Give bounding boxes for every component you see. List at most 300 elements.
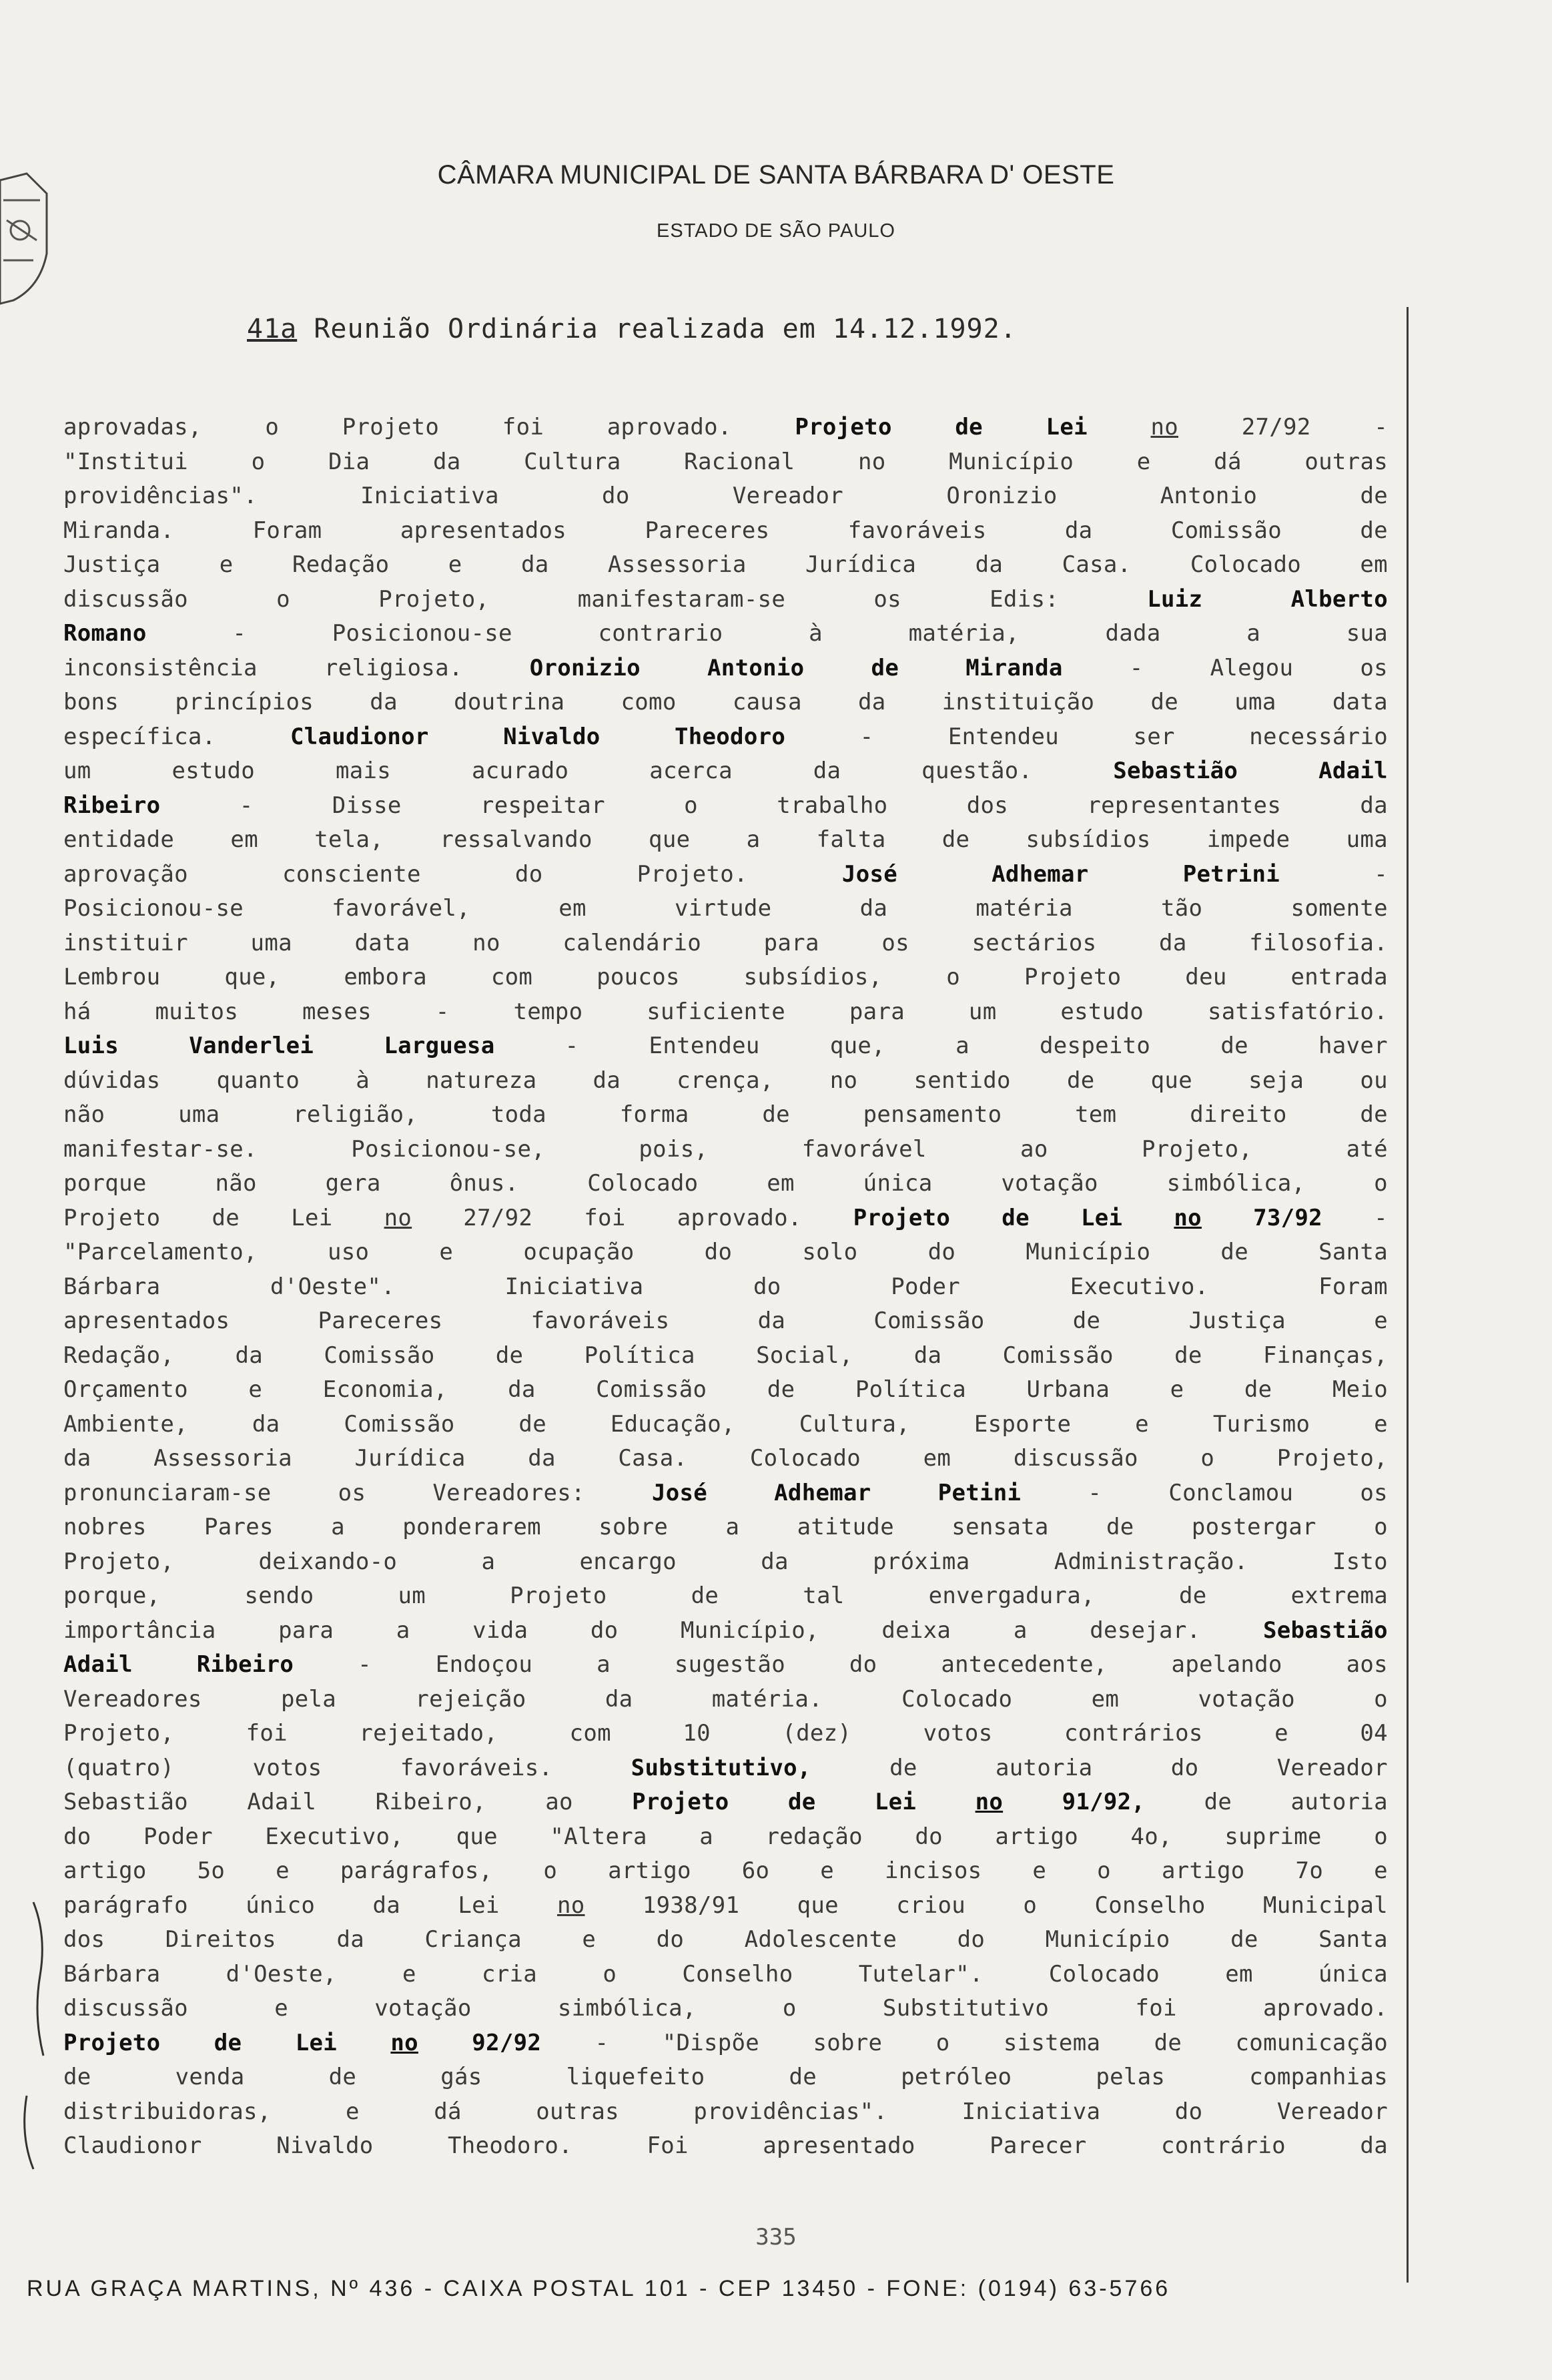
word: da — [857, 689, 886, 715]
word: foi — [502, 414, 544, 440]
word: da — [593, 1067, 621, 1094]
word: no — [390, 2029, 418, 2056]
word: a — [955, 1032, 969, 1059]
word: apresentados — [63, 1307, 230, 1334]
word: criou — [896, 1891, 966, 1919]
word: da — [605, 1685, 633, 1713]
word: da — [813, 758, 841, 784]
margin-rule — [1407, 307, 1409, 2283]
word: causa — [732, 689, 802, 715]
word: tal — [803, 1582, 845, 1609]
address-footer: RUA GRAÇA MARTINS, Nº 436 - CAIXA POSTAL 101 - CEP 13450 - FONE: (0194) 63-5766 — [27, 2276, 1171, 2301]
word: princípios — [175, 689, 314, 715]
word: 92/92 — [472, 2029, 542, 2056]
word: aprovadas, — [63, 414, 202, 440]
text-line — [63, 930, 1388, 964]
word: bons — [63, 689, 119, 715]
word: muitos — [155, 998, 239, 1025]
word: parágrafo — [63, 1891, 188, 1919]
text-line — [63, 1445, 1388, 1480]
word: o — [251, 448, 266, 475]
word: Vereadores — [63, 1685, 202, 1713]
word: e — [1374, 1410, 1388, 1438]
text-line — [63, 2030, 1388, 2064]
word: Projeto. — [637, 860, 748, 888]
word: de — [1106, 1514, 1134, 1540]
word: trabalho — [777, 792, 888, 819]
word: os — [1360, 1479, 1388, 1506]
text-line — [63, 1548, 1388, 1583]
word: de — [328, 2064, 357, 2090]
text-line — [63, 1857, 1388, 1892]
word: suficiente — [647, 998, 785, 1025]
word: companhias — [1249, 2064, 1388, 2090]
word: da — [859, 895, 888, 922]
word: uma — [250, 929, 292, 956]
word: e — [274, 1995, 288, 2022]
word: favorável, — [332, 895, 470, 922]
text-line — [63, 1239, 1388, 1273]
word: o — [1097, 1857, 1111, 1884]
word: e — [448, 551, 462, 578]
word: Cultura, — [799, 1410, 910, 1438]
word: despeito — [1040, 1032, 1151, 1059]
text-line — [63, 1067, 1388, 1102]
word: data — [354, 929, 410, 956]
word: foi — [584, 1204, 626, 1231]
text-line — [63, 826, 1388, 861]
word: aprovação — [63, 860, 188, 888]
word: Posicionou-se, — [351, 1135, 545, 1163]
word: José — [841, 860, 898, 888]
word: suprime — [1224, 1823, 1322, 1850]
word: somente — [1290, 895, 1388, 922]
text-line — [63, 1411, 1388, 1446]
word: da — [372, 1891, 400, 1919]
word: à — [809, 620, 823, 647]
word: subsídios — [1026, 826, 1151, 853]
word: no — [829, 1067, 858, 1094]
word: o — [1374, 1823, 1388, 1850]
word: e — [1374, 1307, 1388, 1334]
word: de — [1150, 689, 1179, 715]
word: apelando — [1171, 1651, 1282, 1678]
word: entrada — [1290, 964, 1388, 990]
word: Posicionou-se — [63, 895, 244, 922]
word: direito — [1190, 1101, 1287, 1128]
word: entidade — [63, 826, 175, 853]
word: Disse — [332, 792, 402, 819]
word: Projeto, — [378, 585, 490, 613]
word: Educação, — [610, 1410, 735, 1438]
word: a — [597, 1651, 611, 1678]
word: da — [235, 1342, 264, 1369]
word: extrema — [1290, 1582, 1388, 1609]
word: Theodoro — [674, 723, 786, 750]
word: Vereador — [732, 483, 844, 509]
word: de — [1178, 1582, 1207, 1609]
word: Justiça — [63, 551, 161, 578]
word: pensamento — [863, 1101, 1002, 1128]
word: que — [1150, 1067, 1192, 1094]
word: Social, — [756, 1342, 853, 1369]
word: - — [1088, 1479, 1102, 1506]
word: o — [935, 2029, 950, 2056]
word: de — [1360, 483, 1388, 509]
word: no — [1150, 414, 1179, 440]
word: não — [215, 1170, 257, 1197]
word: a — [1013, 1616, 1028, 1644]
word: - — [1129, 654, 1144, 681]
word: José — [651, 1479, 708, 1506]
word: - — [564, 1032, 579, 1059]
word: da — [508, 1376, 536, 1403]
word: de — [889, 1754, 917, 1781]
word: respeitar — [480, 792, 605, 819]
word: aos — [1346, 1651, 1388, 1678]
word: Antonio — [1160, 483, 1258, 509]
word: forma — [619, 1101, 689, 1128]
word: Projeto — [853, 1204, 951, 1231]
word: de — [1360, 517, 1388, 544]
word: Conselho — [1094, 1891, 1206, 1919]
word: do — [590, 1616, 619, 1644]
word: discussão — [63, 585, 188, 613]
text-line — [63, 1720, 1388, 1755]
word: Comissão — [324, 1342, 435, 1369]
word: acerca — [649, 758, 733, 784]
word: Entendeu — [649, 1032, 760, 1059]
word: sobre — [813, 2029, 883, 2056]
text-line — [63, 998, 1388, 1033]
word: 6o — [741, 1857, 770, 1884]
word: - — [1374, 860, 1388, 888]
word: a — [699, 1823, 714, 1850]
word: Substitutivo, — [631, 1754, 811, 1781]
text-line — [63, 1514, 1388, 1548]
text-line — [63, 586, 1388, 621]
word: deu — [1185, 964, 1227, 990]
word: pela — [281, 1685, 337, 1713]
word: o — [1374, 1685, 1388, 1713]
word: pois, — [639, 1135, 709, 1163]
word: Projeto, — [1142, 1135, 1253, 1163]
word: instituição — [941, 689, 1095, 715]
word: Alberto — [1290, 585, 1388, 613]
word: Criança — [424, 1926, 522, 1953]
word: e — [276, 1857, 290, 1884]
word: Racional — [684, 448, 795, 475]
word: atitude — [797, 1514, 894, 1540]
word: data — [1332, 689, 1388, 715]
word: Adail — [247, 1789, 317, 1815]
word: gás — [440, 2064, 482, 2090]
word: da — [520, 551, 549, 578]
word: Comissão — [596, 1376, 707, 1403]
word: - — [859, 723, 874, 750]
word: artigo — [63, 1857, 147, 1884]
word: Poder — [143, 1823, 213, 1850]
text-line — [63, 449, 1388, 483]
text-line — [63, 861, 1388, 896]
word: votos — [923, 1720, 993, 1747]
word: distribuidoras, — [63, 2098, 272, 2125]
word: Lei — [1080, 1204, 1123, 1231]
text-line — [63, 1032, 1388, 1067]
word: no — [384, 1204, 412, 1231]
word: de — [1072, 1307, 1101, 1334]
word: de — [1244, 1376, 1272, 1403]
text-line — [63, 689, 1388, 723]
word: da — [336, 1926, 364, 1953]
word: Iniciativa — [961, 2098, 1101, 2125]
word: votação — [1198, 1685, 1295, 1713]
word: com — [490, 964, 533, 990]
text-line — [63, 792, 1388, 827]
word: dúvidas — [63, 1067, 161, 1094]
word: - — [1374, 414, 1388, 440]
word: sensata — [951, 1514, 1049, 1540]
word: dos — [63, 1926, 105, 1953]
text-line — [63, 723, 1388, 758]
word: único — [246, 1891, 316, 1919]
word: a — [725, 1514, 740, 1540]
word: Colocado — [901, 1685, 1013, 1713]
word: de — [1002, 1204, 1030, 1231]
word: envergadura, — [928, 1582, 1095, 1609]
word: de — [767, 1376, 795, 1403]
word: do — [753, 1273, 781, 1300]
word: um — [63, 758, 91, 784]
word: Bárbara — [63, 1960, 161, 1988]
word: Jurídica — [354, 1445, 466, 1472]
word: Dia — [328, 448, 370, 475]
word: postergar — [1191, 1514, 1316, 1540]
word: da — [370, 689, 398, 715]
word: sentido — [913, 1067, 1011, 1094]
word: Município — [1045, 1926, 1170, 1953]
word: representantes — [1087, 792, 1282, 819]
word: para — [849, 998, 905, 1025]
word: Economia, — [322, 1376, 448, 1403]
word: contrários — [1064, 1720, 1203, 1747]
word: outras — [1304, 448, 1388, 475]
word: 91/92, — [1062, 1789, 1146, 1815]
word: quanto — [216, 1067, 300, 1094]
word: Miranda. — [63, 517, 175, 544]
word: contrario — [598, 620, 723, 647]
word: impede — [1206, 826, 1290, 853]
word: Direitos — [165, 1926, 276, 1953]
word: do — [704, 1239, 733, 1265]
text-line — [63, 1480, 1388, 1514]
word: de — [495, 1342, 524, 1369]
word: até — [1346, 1135, 1388, 1163]
word: como — [621, 689, 677, 715]
word: Projeto, — [63, 1548, 175, 1575]
word: Vanderlei — [189, 1032, 314, 1059]
word: doutrina — [454, 689, 565, 715]
word: Cultura — [524, 448, 621, 475]
word: Poder — [891, 1273, 961, 1300]
text-line — [63, 551, 1388, 586]
text-line — [63, 2098, 1388, 2133]
word: Oronizio — [946, 483, 1058, 509]
word: Vereador — [1276, 2098, 1388, 2125]
word: Comissão — [873, 1307, 985, 1334]
word: dá — [1214, 448, 1242, 475]
word: Colocado — [1190, 551, 1301, 578]
word: crença, — [677, 1067, 774, 1094]
word: Lei — [295, 2029, 337, 2056]
word: a — [396, 1616, 410, 1644]
word: d'Oeste, — [226, 1960, 337, 1988]
word: o — [782, 1995, 797, 2022]
word: favoráveis — [530, 1307, 670, 1334]
word: a — [331, 1514, 345, 1540]
word: - — [358, 1651, 372, 1678]
text-line — [63, 758, 1388, 792]
word: Política — [855, 1376, 966, 1403]
word: pronunciaram-se — [63, 1479, 272, 1506]
word: de — [941, 826, 970, 853]
word: Comissão — [1002, 1342, 1114, 1369]
word: Bárbara — [63, 1273, 161, 1300]
word: cria — [482, 1960, 538, 1988]
word: sendo — [244, 1582, 314, 1609]
word: Comissão — [1170, 517, 1282, 544]
word: Conclamou — [1168, 1479, 1294, 1506]
word: de — [787, 1789, 816, 1815]
word: do — [1174, 2098, 1203, 2125]
word: sugestão — [674, 1651, 785, 1678]
word: os — [338, 1479, 366, 1506]
word: no — [975, 1789, 1004, 1815]
word: poucos — [597, 964, 680, 990]
word: encargo — [579, 1548, 677, 1575]
word: Parecer — [990, 2132, 1087, 2159]
word: os — [873, 585, 901, 613]
word: rejeição — [415, 1685, 526, 1713]
word: Esporte — [974, 1410, 1072, 1438]
word: Casa. — [618, 1445, 688, 1472]
word: única — [863, 1170, 933, 1197]
word: sua — [1346, 620, 1388, 647]
word: há — [63, 998, 91, 1025]
word: próxima — [873, 1548, 970, 1575]
word: uso — [327, 1239, 370, 1265]
word: da — [1360, 2132, 1388, 2159]
word: Posicionou-se — [332, 620, 512, 647]
word: aprovado. — [607, 414, 732, 440]
word: Conselho — [682, 1960, 793, 1988]
word: Município — [1026, 1239, 1151, 1265]
word: Turismo — [1212, 1410, 1310, 1438]
word: tão — [1161, 895, 1203, 922]
word: Executivo, — [265, 1823, 404, 1850]
word: acurado — [471, 758, 569, 784]
minutes-body — [63, 414, 1388, 2167]
word: 04 — [1360, 1720, 1388, 1747]
word: da — [252, 1410, 280, 1438]
word: Sebastião — [1262, 1616, 1388, 1644]
word: apresentado — [763, 2132, 915, 2159]
meeting-ordinal: 41a — [247, 314, 298, 344]
word: outras — [536, 2098, 619, 2125]
word: Orçamento — [63, 1376, 188, 1403]
word: para — [278, 1616, 334, 1644]
word: Projeto — [1024, 964, 1122, 990]
word: inconsistência — [63, 654, 258, 681]
word: votos — [252, 1754, 322, 1781]
word: da — [63, 1445, 91, 1472]
word: Adhemar — [992, 860, 1089, 888]
word: Colocado — [587, 1170, 699, 1197]
word: não — [63, 1101, 105, 1128]
word: "Parcelamento, — [63, 1239, 258, 1265]
word: favoráveis. — [400, 1754, 553, 1781]
word: Projeto — [63, 1204, 161, 1231]
word: do — [1170, 1754, 1199, 1781]
word: Theodoro. — [448, 2132, 572, 2159]
word: Comissão — [344, 1410, 455, 1438]
word: Colocado — [749, 1445, 861, 1472]
word: nobres — [63, 1514, 147, 1540]
word: o — [946, 964, 961, 990]
word: foi — [1135, 1995, 1177, 2022]
word: de — [214, 2029, 242, 2056]
word: Entendeu — [947, 723, 1060, 750]
word: Edis: — [990, 585, 1060, 613]
word: religiosa. — [324, 654, 463, 681]
word: tela, — [314, 826, 384, 853]
word: que, — [829, 1032, 885, 1059]
text-line — [63, 1205, 1388, 1239]
text-line — [63, 1823, 1388, 1858]
word: de — [1220, 1239, 1248, 1265]
word: dá — [434, 2098, 462, 2125]
word: e — [402, 1960, 416, 1988]
word: Foram — [1318, 1273, 1388, 1300]
word: liquefeito — [566, 2064, 705, 2090]
word: do — [602, 483, 630, 509]
word: do — [514, 860, 543, 888]
text-line — [63, 1170, 1388, 1205]
word: o — [265, 414, 280, 440]
word: e — [346, 2098, 360, 2125]
word: Município, — [681, 1616, 819, 1644]
word: de — [212, 1204, 240, 1231]
word: Claudionor — [290, 723, 429, 750]
word: ser — [1133, 723, 1175, 750]
word: falta — [816, 826, 886, 853]
word: filosofia. — [1249, 929, 1388, 956]
word: Pareceres — [318, 1307, 443, 1334]
word: - — [232, 620, 247, 647]
word: comunicação — [1235, 2029, 1388, 2056]
word: "Institui — [63, 448, 188, 475]
word: os — [1360, 654, 1388, 681]
word: Urbana — [1026, 1376, 1110, 1403]
word: Colocado — [1048, 1960, 1160, 1988]
word: sobre — [599, 1514, 669, 1540]
word: da — [1064, 517, 1093, 544]
word: Endoçou — [435, 1651, 533, 1678]
word: do — [927, 1239, 956, 1265]
word: Redação — [292, 551, 390, 578]
text-line — [63, 1789, 1388, 1823]
text-line — [63, 1651, 1388, 1686]
